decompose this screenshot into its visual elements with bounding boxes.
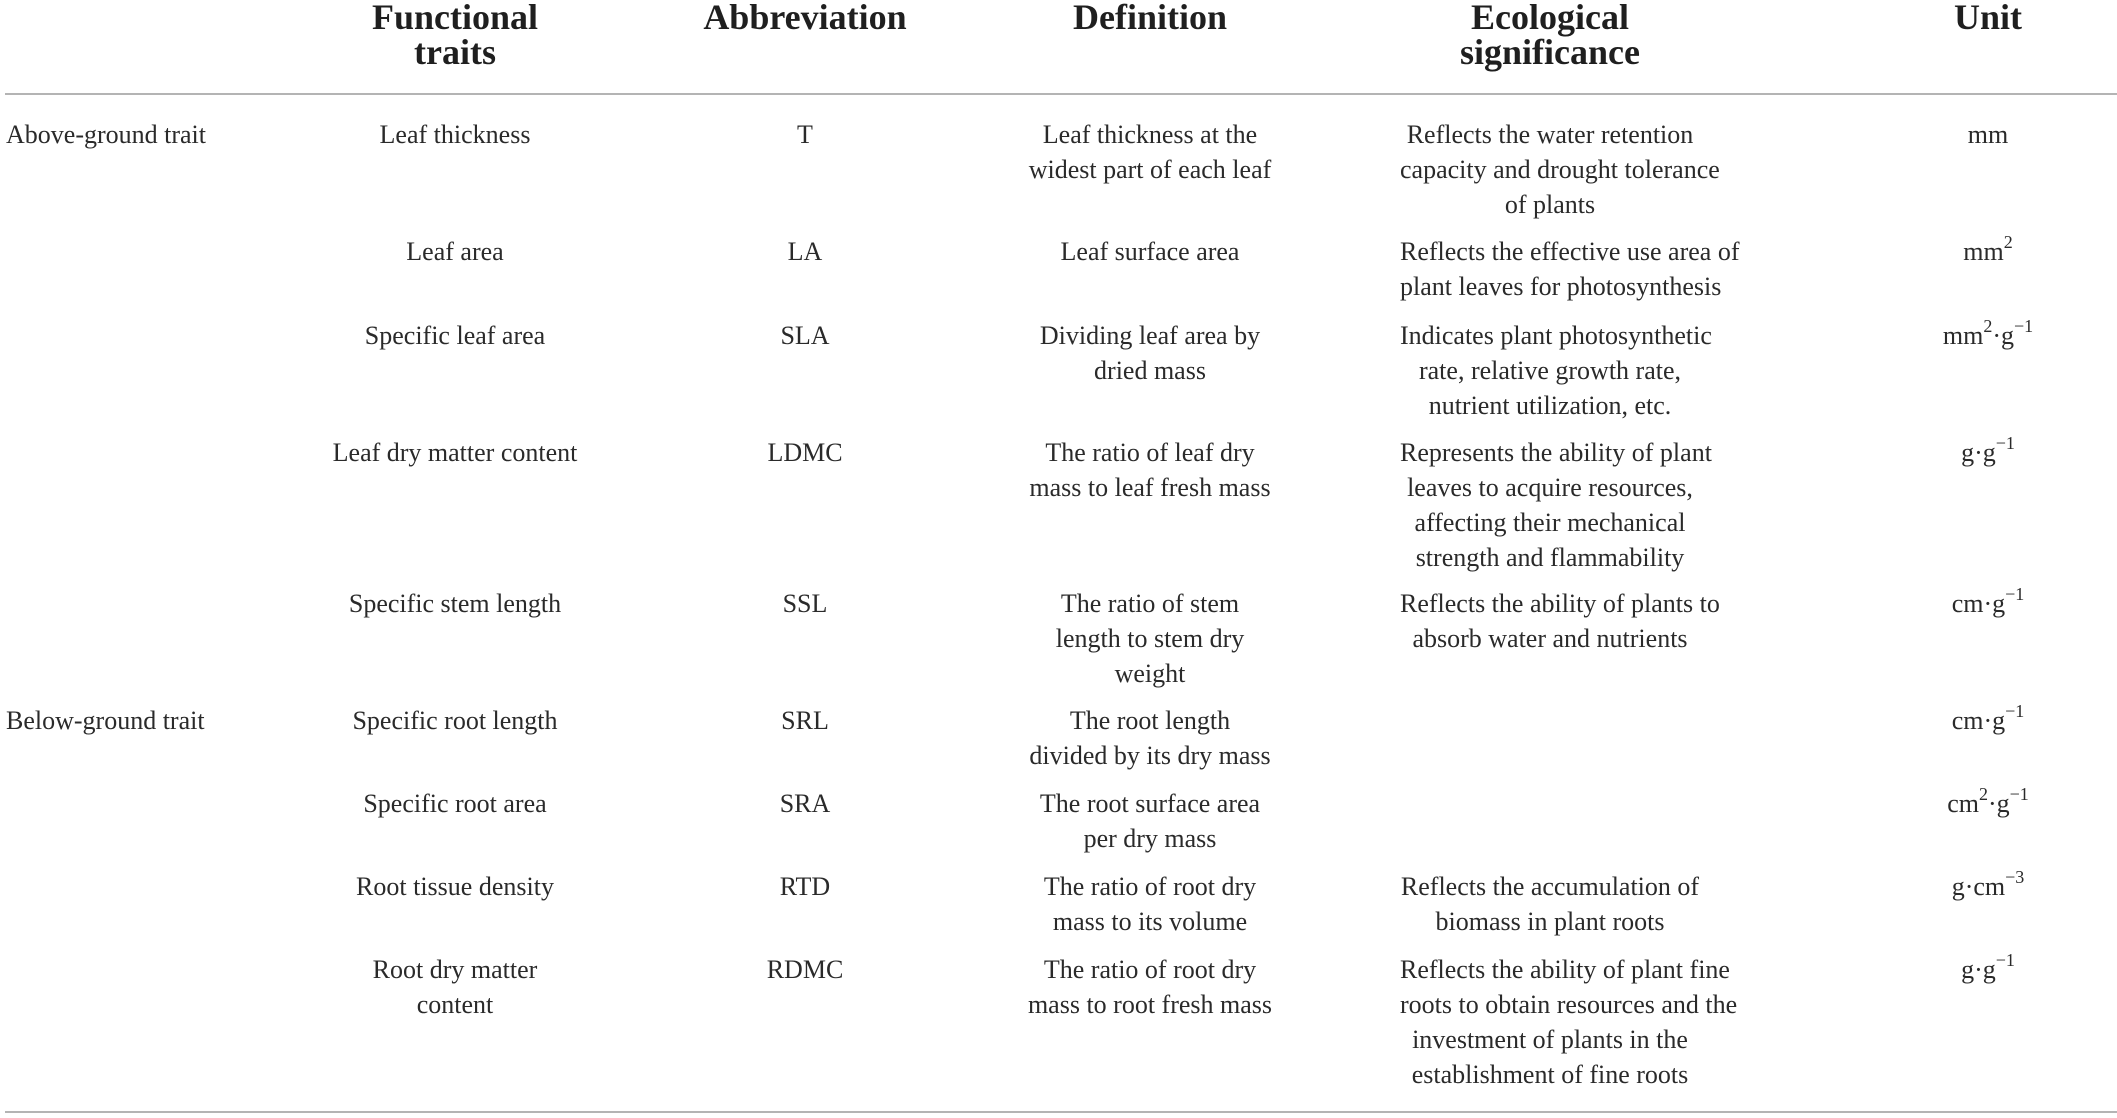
cell-line: Reflects the effective use area of	[1400, 237, 1740, 266]
cell-line: Indicates plant photosynthetic	[1400, 321, 1712, 350]
cell-line: Specific leaf area	[364, 321, 546, 350]
trait-abbreviation	[655, 586, 955, 621]
trait-definition	[1000, 952, 1300, 1022]
unit-exponent: −1	[1995, 433, 2015, 454]
unit-base: g·g	[1961, 438, 1996, 467]
trait-definition	[1000, 869, 1300, 939]
header-line: traits	[414, 32, 496, 72]
unit-value	[1888, 703, 2088, 738]
cell-line: The root length	[1069, 706, 1231, 735]
trait-abbreviation	[655, 869, 955, 904]
cell-line: Represents the ability of plant	[1400, 438, 1712, 467]
cell-line: Leaf thickness at the	[1042, 120, 1258, 149]
cell-line: RTD	[779, 872, 831, 901]
cell-line: of plants	[1504, 190, 1596, 219]
trait-name	[305, 586, 605, 621]
unit-value	[1888, 318, 2088, 353]
trait-definition	[1000, 703, 1300, 773]
cell-line: LDMC	[767, 438, 843, 467]
cell-line: Leaf surface area	[1060, 237, 1240, 266]
unit-base: mm	[1963, 237, 2004, 266]
unit-exponent: −3	[2005, 867, 2025, 888]
trait-name	[305, 318, 605, 353]
cell-line: Root dry matter	[372, 955, 538, 984]
cell-line: SRL	[781, 706, 829, 735]
trait-name	[305, 869, 605, 904]
cell-line: The ratio of root dry	[1043, 872, 1257, 901]
unit-exponent: −1	[1995, 950, 2015, 971]
cell-line: plant leaves for photosynthesis	[1400, 272, 1722, 301]
trait-definition	[1000, 234, 1300, 269]
cell-line: length to stem dry	[1055, 624, 1245, 653]
cell-line: absorb water and nutrients	[1412, 624, 1688, 653]
unit-exponent: −1	[2013, 316, 2034, 337]
cell-line: Specific root area	[363, 789, 547, 818]
cell-line: Leaf dry matter content	[332, 438, 578, 467]
cell-line: Root tissue density	[356, 872, 554, 901]
header-ecological-significance	[1400, 0, 1700, 70]
cell-line: The root surface area	[1039, 789, 1261, 818]
unit-value	[1888, 869, 2088, 904]
cell-line: divided by its dry mass	[1029, 741, 1271, 770]
header-line: Unit	[1953, 0, 2022, 37]
header-line: significance	[1460, 32, 1640, 72]
cell-line: Specific root length	[352, 706, 558, 735]
ecological-significance	[1400, 234, 1740, 304]
header-rule	[5, 93, 2117, 95]
cell-line: LA	[787, 237, 823, 266]
trait-name	[305, 117, 605, 152]
category-label	[6, 117, 306, 152]
cell-line: leaves to acquire resources,	[1407, 473, 1693, 502]
unit-base: g·g	[1961, 955, 1996, 984]
unit-base: g·cm	[1951, 872, 2006, 901]
ecological-significance	[1400, 117, 1720, 222]
unit-value	[1888, 586, 2088, 621]
cell-line: weight	[1114, 659, 1186, 688]
cell-line: capacity and drought tolerance	[1400, 155, 1720, 184]
trait-abbreviation	[655, 234, 955, 269]
header-line: Functional	[371, 0, 539, 37]
unit-suffix: ·g	[1987, 789, 2010, 818]
ecological-significance	[1400, 586, 1720, 656]
cell-line: Leaf area	[406, 237, 504, 266]
cell-line: T	[797, 120, 813, 149]
unit-suffix: ·g	[1992, 321, 2014, 350]
unit-exponent: 2	[1978, 784, 1988, 805]
ecological-significance	[1400, 952, 1738, 1092]
category-label	[6, 703, 306, 738]
cell-line: Specific stem length	[348, 589, 562, 618]
trait-name	[305, 234, 605, 269]
cell-line: RDMC	[766, 955, 844, 984]
header-line: Definition	[1072, 0, 1227, 37]
bottom-rule	[5, 1111, 2117, 1113]
cell-line: establishment of fine roots	[1411, 1060, 1689, 1089]
cell-line: mass to root fresh mass	[1027, 990, 1273, 1019]
unit-value	[1888, 234, 2088, 269]
header-line: Abbreviation	[703, 0, 907, 37]
cell-line: dried mass	[1094, 356, 1206, 385]
ecological-significance	[1400, 869, 1700, 939]
cell-line: roots to obtain resources and the	[1400, 990, 1738, 1019]
cell-line: Reflects the accumulation of	[1400, 872, 1700, 901]
unit-base: cm·g	[1951, 706, 2006, 735]
unit-value	[1888, 117, 2088, 152]
cell-line: Reflects the ability of plants to	[1400, 589, 1720, 618]
trait-name	[305, 435, 605, 470]
header-functional-traits	[305, 0, 605, 70]
cell-line: widest part of each leaf	[1028, 155, 1272, 184]
header-line: Ecological	[1471, 0, 1629, 37]
cell-line: Dividing leaf area by	[1039, 321, 1261, 350]
trait-definition	[1000, 435, 1300, 505]
cell-line: rate, relative growth rate,	[1418, 356, 1682, 385]
cell-line: nutrient utilization, etc.	[1428, 391, 1672, 420]
trait-definition	[1000, 318, 1300, 388]
cell-line: investment of plants in the	[1412, 1025, 1688, 1054]
cell-line: Reflects the water retention	[1406, 120, 1694, 149]
unit-value	[1888, 952, 2088, 987]
unit-value	[1888, 435, 2088, 470]
unit-base: mm	[1942, 321, 1984, 350]
cell-line: SSL	[782, 589, 828, 618]
trait-abbreviation	[655, 786, 955, 821]
cell-line: Leaf thickness	[379, 120, 531, 149]
cell-line: Above-ground trait	[6, 120, 207, 149]
trait-abbreviation	[655, 117, 955, 152]
cell-line: biomass in plant roots	[1435, 907, 1665, 936]
trait-name	[305, 786, 605, 821]
trait-definition	[1000, 786, 1300, 856]
unit-exponent: −1	[2005, 584, 2025, 605]
cell-line: content	[416, 990, 494, 1019]
trait-name	[305, 703, 605, 738]
header-abbreviation	[655, 0, 955, 35]
cell-line: The ratio of stem	[1060, 589, 1240, 618]
unit-base: cm	[1947, 789, 1979, 818]
unit-exponent: 2	[1983, 316, 1993, 337]
header-unit	[1888, 0, 2088, 35]
trait-definition	[1000, 117, 1300, 187]
unit-exponent: −1	[2009, 784, 2029, 805]
trait-abbreviation	[655, 952, 955, 987]
trait-definition	[1000, 586, 1300, 691]
unit-base: cm·g	[1951, 589, 2006, 618]
cell-line: The ratio of root dry	[1043, 955, 1257, 984]
cell-line: SLA	[780, 321, 830, 350]
trait-abbreviation	[655, 435, 955, 470]
cell-line: Reflects the ability of plant fine	[1400, 955, 1730, 984]
cell-line: The ratio of leaf dry	[1045, 438, 1255, 467]
cell-line: affecting their mechanical	[1414, 508, 1686, 537]
ecological-significance	[1400, 435, 1712, 575]
cell-line: per dry mass	[1083, 824, 1217, 853]
cell-line: mass to its volume	[1052, 907, 1248, 936]
trait-name	[305, 952, 605, 1022]
header-definition	[1000, 0, 1300, 35]
unit-exponent: 2	[2003, 232, 2013, 253]
cell-line: Below-ground trait	[6, 706, 205, 735]
unit-base: mm	[1967, 120, 2009, 149]
ecological-significance	[1400, 318, 1712, 423]
trait-abbreviation	[655, 318, 955, 353]
cell-line: mass to leaf fresh mass	[1029, 473, 1271, 502]
cell-line: strength and flammability	[1415, 543, 1685, 572]
unit-value	[1888, 786, 2088, 821]
trait-abbreviation	[655, 703, 955, 738]
cell-line: SRA	[779, 789, 831, 818]
unit-exponent: −1	[2005, 701, 2025, 722]
